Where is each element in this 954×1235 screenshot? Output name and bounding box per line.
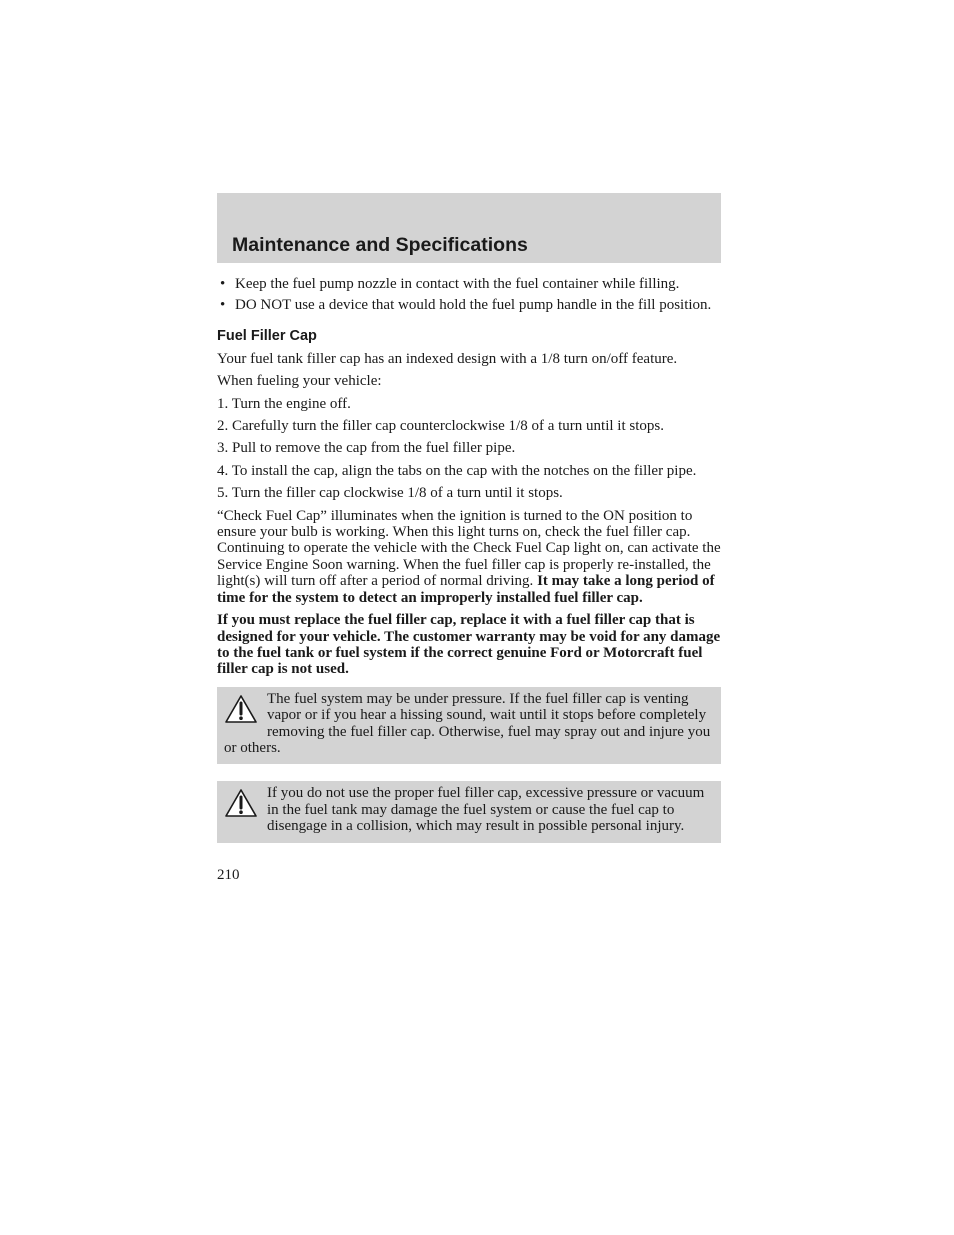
step-item: 2. Carefully turn the filler cap counterclockwise 1/8 of a turn until it stops.	[217, 418, 664, 435]
replace-cap-paragraph: If you must replace the fuel filler cap, replace it with a fuel filler cap that is designed for your vehicle. The customer warranty may be void for any damage to the fuel tank or fuel system if the correct genuine Ford or Motorcraft fuel filler cap is not used.	[217, 612, 721, 678]
intro-paragraph: Your fuel tank filler cap has an indexed design with a 1/8 turn on/off feature.	[217, 350, 678, 367]
check-cap-text: “Check Fuel Cap” illuminates when the ignition is turned to the ON position to ensure your bulb is working. When this light turns on, check the fuel filler cap. Continuing to operate the vehicle with the Check Fuel Cap light on, can activate the Service Engine Soon warning. When the fuel filler cap is properly re-installed, the light(s) will turn off after a period of normal driving.	[217, 507, 721, 590]
warning-triangle-icon	[224, 694, 258, 724]
check-cap-paragraph	[217, 508, 721, 606]
check-cap-bold-text: It may take a long period of time for the system to detect an improperly installed fuel filler cap.	[217, 573, 715, 606]
warning-box	[217, 687, 721, 765]
bullet-text: Keep the fuel pump nozzle in contact with the fuel container while filling.	[235, 276, 680, 292]
warning-text: If you do not use the proper fuel filler cap, excessive pressure or vacuum in the fuel tank may damage the fuel system or cause the fuel cap to disengage in a collision, which may result in possible personal injury.	[267, 785, 705, 835]
page-title: Maintenance and Specifications	[232, 234, 528, 256]
list-item	[217, 297, 721, 313]
step-item: 3. Pull to remove the cap from the fuel filler pipe.	[217, 440, 516, 457]
bullet-icon: •	[220, 276, 226, 292]
bullet-list	[217, 276, 721, 314]
page-number: 210	[217, 866, 240, 883]
manual-page	[217, 193, 721, 883]
warning-box	[217, 781, 721, 842]
step-item: 5. Turn the filler cap clockwise 1/8 of a turn until it stops.	[217, 485, 563, 502]
warning-triangle-icon	[224, 788, 258, 818]
list-item	[217, 276, 721, 292]
step-item: 1. Turn the engine off.	[217, 395, 351, 412]
section-header-band	[217, 193, 721, 263]
page-content	[217, 276, 721, 883]
bullet-text: DO NOT use a device that would hold the fuel pump handle in the fill position.	[235, 297, 712, 314]
section-heading: Fuel Filler Cap	[217, 327, 317, 344]
step-item: 4. To install the cap, align the tabs on the cap with the notches on the filler pipe.	[217, 462, 697, 479]
bullet-icon: •	[220, 297, 226, 314]
warning-text: The fuel system may be under pressure. If the fuel filler cap is venting vapor or if you hear a hissing sound, wait until it stops before completely removing the fuel filler cap. Otherwise, fuel may spray out and injure you or others.	[224, 690, 711, 756]
lead-paragraph: When fueling your vehicle:	[217, 373, 382, 390]
